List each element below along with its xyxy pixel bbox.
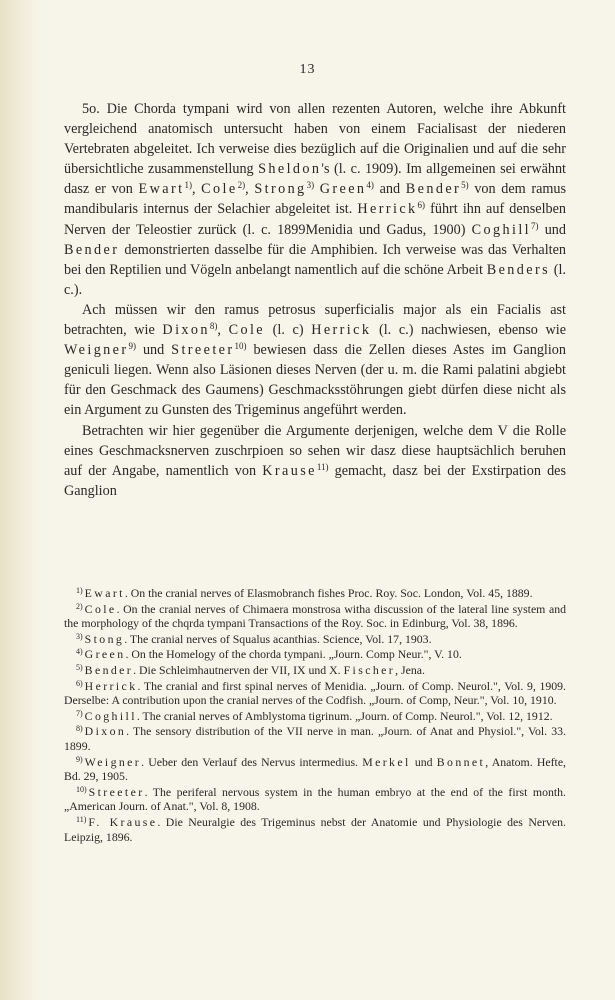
footnote-entry xyxy=(64,663,566,678)
footnote-entry xyxy=(64,679,566,708)
text-run: , xyxy=(191,181,202,198)
footnote-marker: 5) xyxy=(76,662,83,672)
paragraph xyxy=(64,421,566,501)
author-name: Green xyxy=(319,181,367,198)
text-run: . The cranial nerves of Squalus acanthias. Science, Vol. 17, 1903. xyxy=(124,631,432,646)
text-run: und xyxy=(538,221,566,238)
author-name: Dixon xyxy=(84,724,127,739)
page-number: 13 xyxy=(299,62,316,77)
paragraph xyxy=(64,300,566,421)
footnote-marker: 10) xyxy=(76,784,87,794)
author-name: Bonnet xyxy=(436,754,486,769)
author-name: Weigner xyxy=(64,342,129,359)
text-run: bewiesen dass die Zellen dieses Astes im Ganglion geniculi liegen. Wenn also Läsionen dieses Nerven (der u. m. die Rami palatini abgiebt für den Geschmack des Gaumens) Geschmacksstöhrungen giebt dürfen diese nicht als ein Argument zu Gunsten des Trigeminus angeführt werden. xyxy=(64,342,566,419)
author-name: Herrick xyxy=(311,322,372,339)
text-run: und xyxy=(410,754,437,769)
author-name: Ewart xyxy=(84,586,125,600)
text-run: 's (l. c. 1909). Im allgemeinen sei erwähnt dasz er von xyxy=(64,161,567,198)
footnote-marker: 2) xyxy=(76,601,83,611)
footnote-entry xyxy=(64,647,566,662)
footnote-entry xyxy=(64,785,566,814)
footnote-reference: 8) xyxy=(209,321,218,332)
author-name: Cole xyxy=(84,601,117,616)
author-name: Green xyxy=(84,647,126,662)
author-name: Stong xyxy=(84,631,125,646)
author-name: Dixon xyxy=(162,322,210,339)
text-run: 5o. Die Chorda tympani wird von allen rezenten Autoren, welche ihre Abkunft vergleichend anatomisch untersucht haben von einem Facialisast der niederen Vertebraten abgeleitet. Ich verweise dies bezüglich auf die Originalien und auf die sehr übersichtliche zusammenstellung xyxy=(64,101,566,178)
paragraph xyxy=(64,99,566,300)
text-run: , xyxy=(245,181,255,198)
footnote-marker: 1) xyxy=(76,586,83,595)
author-name: Bender xyxy=(405,181,462,198)
author-name: Streeter xyxy=(88,784,145,799)
footnote-entry xyxy=(64,632,566,647)
author-name: Cole xyxy=(228,322,265,339)
footnote-marker: 6) xyxy=(76,678,83,688)
author-name: Herrick xyxy=(357,201,418,218)
text-run: . On the Homelogy of the chorda tympani. „Journ. Comp Neur.", V. 10. xyxy=(125,647,462,662)
text-run: und xyxy=(136,342,172,359)
footnote-entry xyxy=(64,586,566,601)
text-run: (l. c.) nachwiesen, ebenso wie xyxy=(371,322,566,339)
text-run: and xyxy=(373,181,406,198)
author-name: Strong xyxy=(254,181,307,198)
text-run: . On the cranial nerves of Chimaera monstrosa witha discussion of the lateral line system and the morphology of the chqrda tympani Transactions of the Roy. Soc. in Edinburg, Vol. 38, 1896. xyxy=(64,601,566,631)
author-name: Bender xyxy=(84,662,134,677)
footnote-marker: 11) xyxy=(76,814,87,824)
author-name: F. Krause xyxy=(88,814,158,829)
text-run: , Jena. xyxy=(395,662,425,677)
footnote-reference: 11) xyxy=(316,461,329,472)
footnote-reference: 5) xyxy=(461,180,469,191)
footnote-marker: 9) xyxy=(76,754,83,764)
footnote-reference: 7) xyxy=(531,220,539,231)
text-run: gemacht, dasz bei der Exstirpation des Ganglion xyxy=(64,462,566,499)
footnote-entry xyxy=(64,602,566,631)
author-name: Cole xyxy=(201,181,238,198)
author-name: Coghill xyxy=(84,708,137,723)
text-run: von dem ramus mandibularis internus der Selachier abgeleitet ist. xyxy=(64,181,567,218)
text-run: (l. c) xyxy=(265,322,312,339)
author-name: Herrick xyxy=(84,678,138,693)
text-run: . Die Schleimhautnerven der VII, IX und X. xyxy=(133,662,344,677)
footnote-marker: 3) xyxy=(76,631,83,641)
text-run: , Anatom. Hefte, Bd. 29, 1905. xyxy=(64,754,567,784)
text-run: . On the cranial nerves of Elasmobranch fishes Proc. Roy. Soc. London, Vol. 45, 1889. xyxy=(124,586,533,600)
author-name: Merkel xyxy=(362,754,411,769)
page-edge-shading xyxy=(0,0,40,1000)
text-run: . The periferal nervous system in the human embryo at the end of the first month. „American Journ. of Anat.", Vol. 8, 1908. xyxy=(64,784,566,814)
author-name: Krause xyxy=(262,462,317,479)
author-name: Sheldon xyxy=(258,161,322,178)
footnote-entry xyxy=(64,724,566,753)
text-run: . Die Neuralgie des Trigeminus nebst der Anatomie und Physiologie des Nerven. Leipzig, 1896. xyxy=(64,814,566,844)
footnote-entry xyxy=(64,709,566,724)
text-run: demonstrierten dasselbe für die Amphibien. Ich verweise was das Verhalten bei den Reptilien und Vögeln anbelangt namentlich auf die schöne Arbeit xyxy=(64,241,566,278)
footnote-marker: 7) xyxy=(76,708,83,718)
text-run: . The sensory distribution of the VII nerve in man. „Journ. of Anat and Physiol.", Vol. 33. 1899. xyxy=(64,724,566,753)
body-text xyxy=(64,99,566,501)
footnote-reference: 6) xyxy=(417,200,426,211)
text-run: Ach müssen wir den ramus petrosus superficialis major als ein Facialis ast betrachten, wie xyxy=(64,301,566,339)
text-run: Betrachten wir hier gegenüber die Argumente derjenigen, welche dem V die Rolle eines Geschmacksnerven zuschrpioen so sehen wir dasz diese hauptsächlich beruhen auf der Angabe, namentlich von xyxy=(64,422,566,479)
footnotes xyxy=(64,580,566,845)
author-name: Bender xyxy=(64,241,120,258)
text-run: (l. c.). xyxy=(64,261,566,298)
author-name: Coghill xyxy=(471,221,532,238)
text-run: , xyxy=(217,322,229,339)
footnote-marker: 8) xyxy=(76,724,83,734)
author-name: Ewart xyxy=(138,181,185,198)
author-name: Benders xyxy=(486,261,550,278)
footnote-marker: 4) xyxy=(76,647,83,657)
footnote-reference: 3) xyxy=(306,180,315,191)
footnote-reference: 1) xyxy=(184,180,192,191)
text-run: führt ihn auf denselben Nerven der Teleostier zurück (l. c. 1899Menidia und Gadus, 1900) xyxy=(64,201,566,238)
footnote-reference: 2) xyxy=(237,180,246,191)
text-run: . The cranial nerves of Amblystoma tigrinum. „Journ. of Comp. Neurol.", Vol. 12, 1912. xyxy=(136,708,553,723)
footnote-reference: 9) xyxy=(128,341,137,352)
text-run: . The cranial and first spinal nerves of Menidia. „Journ. of Comp. Neurol.", Vol. 9, 1909. Derselbe: A contribution upon the cranial nerves of the Codfish. „Journ. of Comp, Neur.", Vol. 10, 1910. xyxy=(64,678,566,708)
footnote-reference: 4) xyxy=(366,180,374,191)
author-name: Fischer xyxy=(343,662,396,677)
footnote-entry xyxy=(64,815,566,844)
footnote-entry xyxy=(64,755,566,784)
author-name: Weigner xyxy=(84,754,142,769)
footnote-reference: 10) xyxy=(234,341,247,352)
author-name: Streeter xyxy=(171,342,235,359)
text-run: . Ueber den Verlauf des Nervus intermedius. xyxy=(141,754,363,769)
